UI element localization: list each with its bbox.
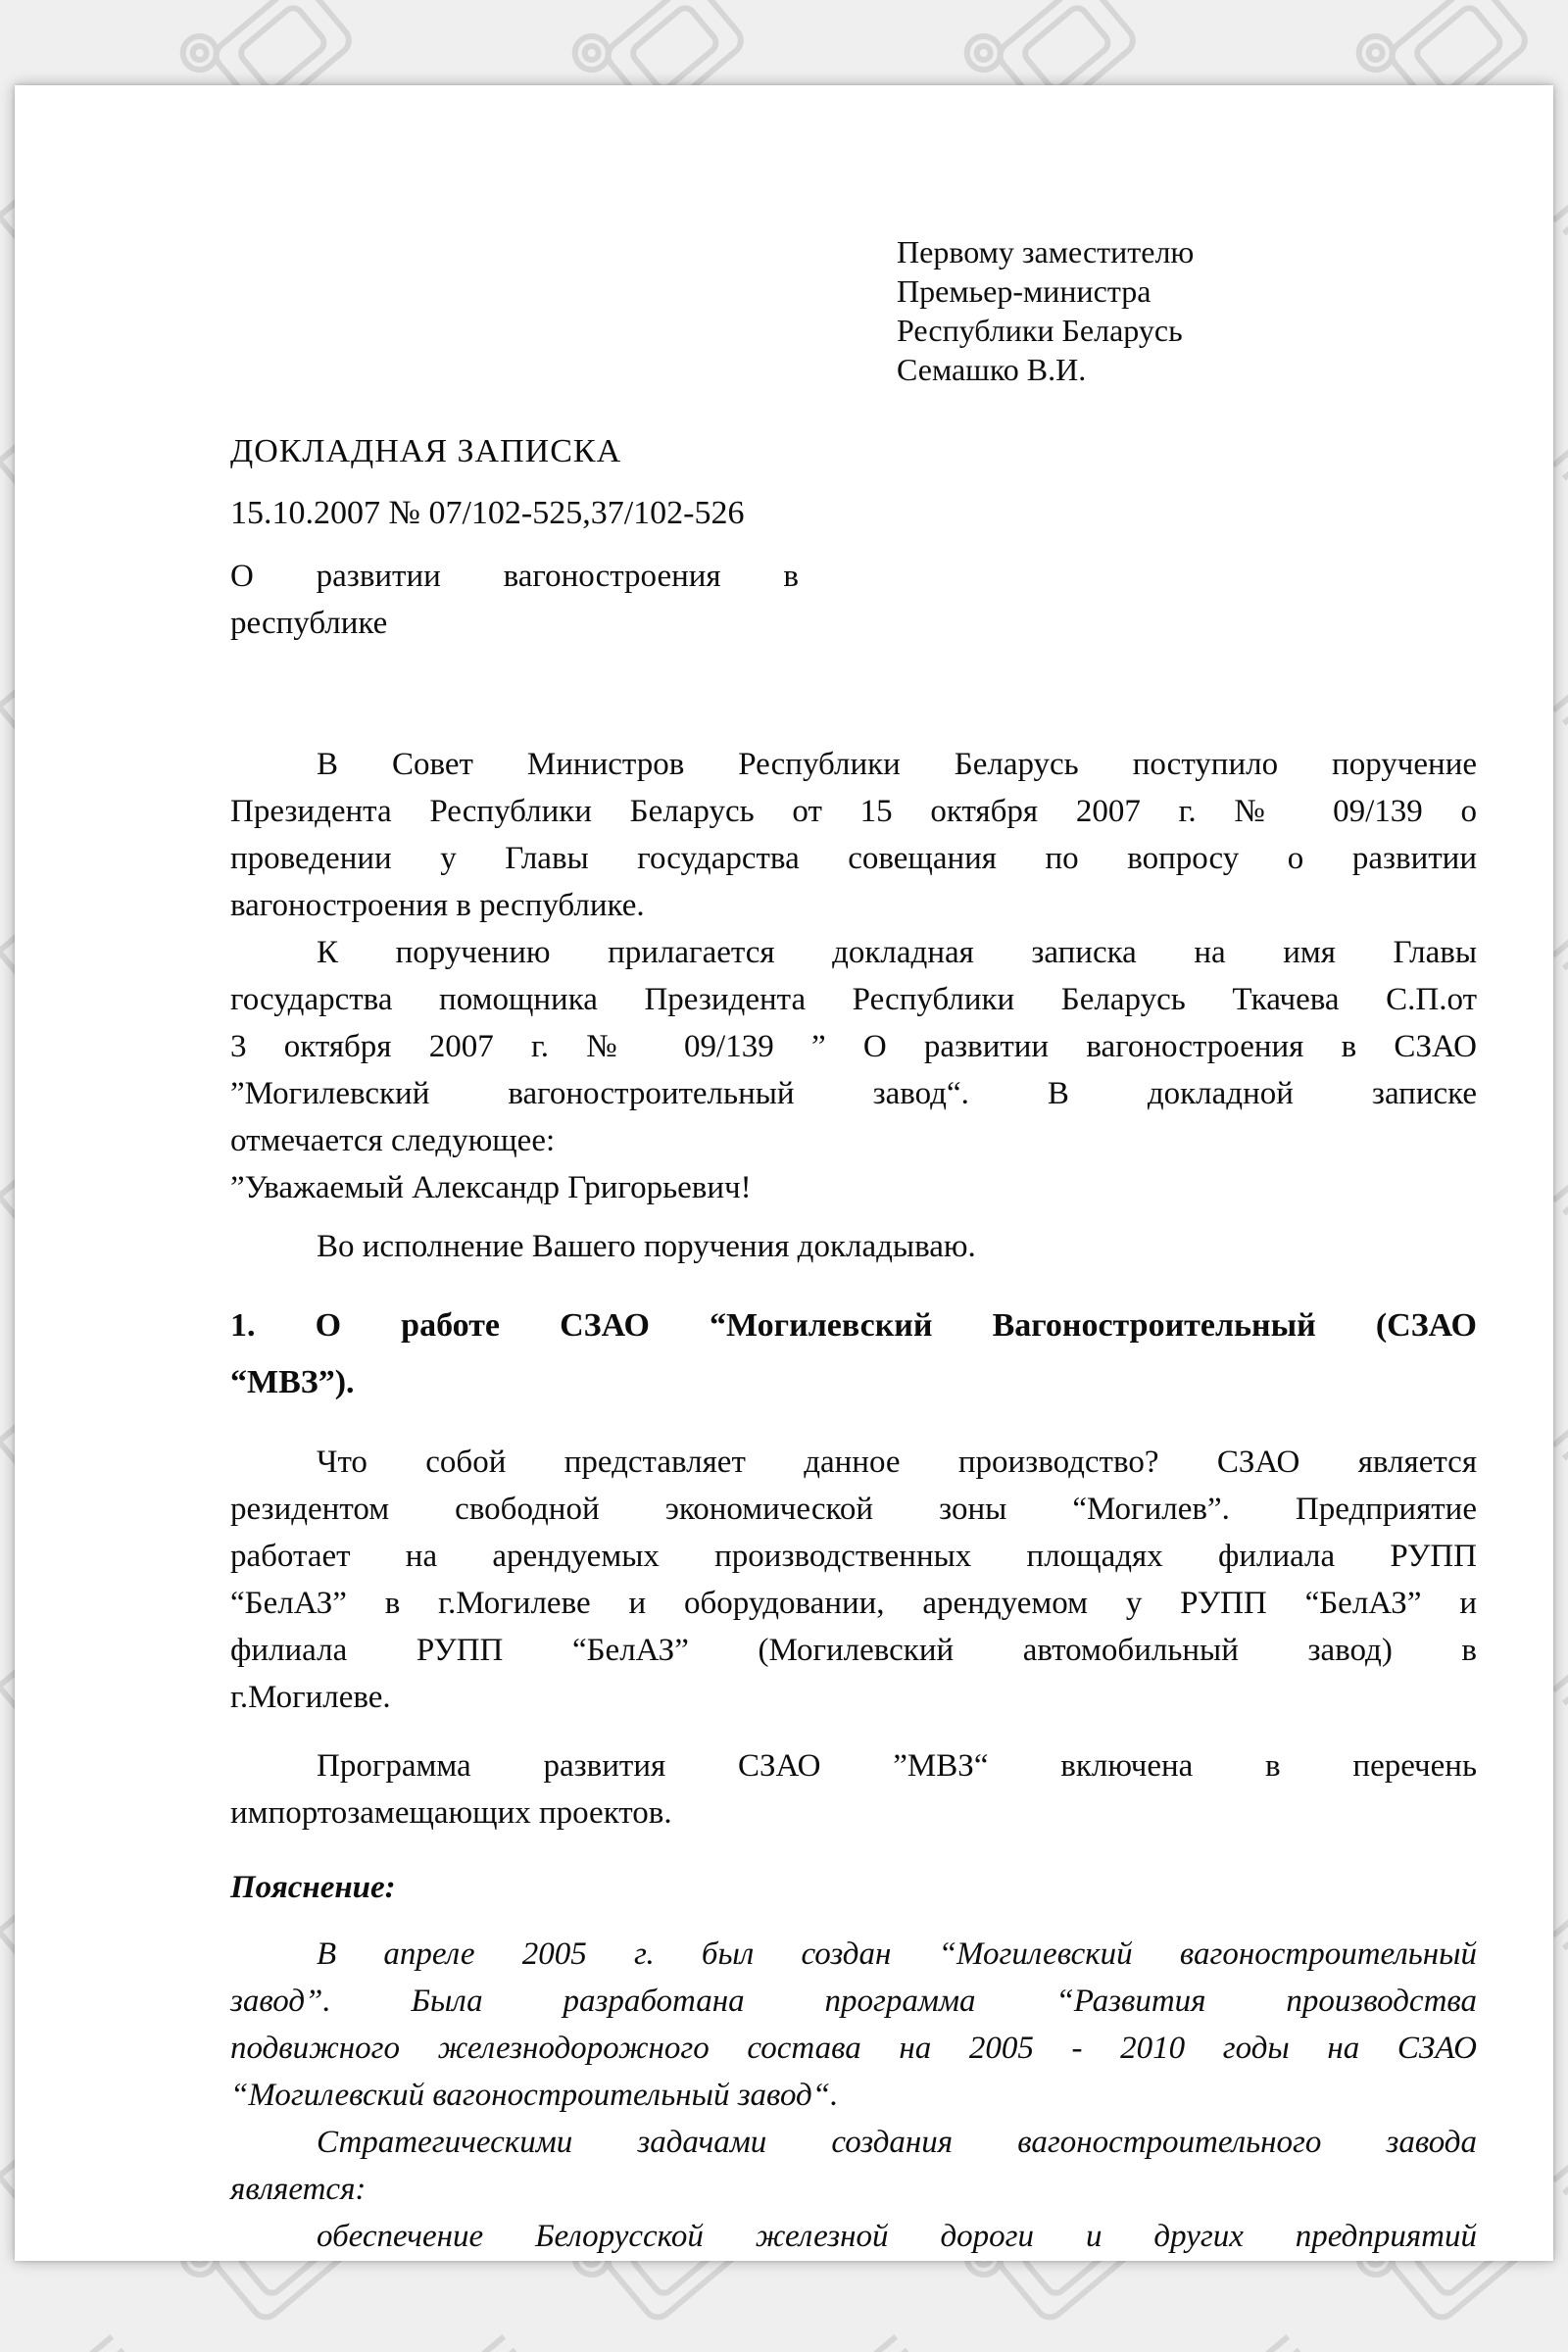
- intro-paragraph: [230, 741, 1477, 929]
- text-line: резидентом свободной экономической зоны “Могилев”. Предприятие: [230, 1492, 1477, 1527]
- text-line: подвижного железнодорожного состава на 2005 - 2010 годы на СЗАО: [230, 2031, 1477, 2066]
- text-line: В Совет Министров Республики Беларусь поступило поручение: [317, 747, 1477, 782]
- provision-paragraph: [230, 2213, 1477, 2260]
- section1-heading: [230, 1298, 1477, 1411]
- addressee-line: Семашко В.И.: [897, 352, 1087, 387]
- text-line: государства помощника Президента Республики Беларусь Ткачева С.П.от: [230, 982, 1477, 1017]
- heading-line: “МВЗ”).: [230, 1364, 355, 1400]
- work-paragraph: [230, 1439, 1477, 1721]
- text-line: отмечается следующее:: [230, 1123, 556, 1158]
- text-line: Президента Республики Беларусь от 15 октября 2007 г. № 09/139 о: [230, 794, 1477, 829]
- text-line: “БелАЗ” в г.Могилеве и оборудовании, арендуемом у РУПП “БелАЗ” и: [230, 1586, 1477, 1621]
- text-line: филиала РУПП “БелАЗ” (Могилевский автомобильный завод) в: [230, 1633, 1477, 1668]
- subject-line: республике: [230, 606, 388, 641]
- text-line: Во исполнение Вашего поручения докладываю.: [317, 1229, 976, 1264]
- subject-line: О развитии вагоностроения в: [230, 559, 799, 594]
- text-line: К поручению прилагается докладная записка на имя Главы: [317, 935, 1477, 970]
- text-line: работает на арендуемых производственных площадях филиала РУПП: [230, 1539, 1477, 1574]
- heading-line: 1. О работе СЗАО “Могилевский Вагоностроительный (СЗАО: [230, 1307, 1477, 1344]
- salutation-line: ”Уважаемый Александр Григорьевич!: [230, 1170, 752, 1205]
- strategic-paragraph: [230, 2119, 1477, 2213]
- document-title: ДОКЛАДНАЯ ЗАПИСКА: [230, 433, 622, 469]
- created-paragraph: [230, 1931, 1477, 2119]
- text-line: В апреле 2005 г. был создан “Могилевский вагоностроительный: [317, 1936, 1477, 1972]
- text-line: “Могилевский вагоностроительный завод“.: [230, 2078, 839, 2113]
- addressee-line: Республики Беларусь: [897, 313, 1183, 348]
- explanation-label-block: [230, 1864, 1477, 1911]
- text-line: 3 октября 2007 г. № 09/139 ” О развитии вагоностроения в СЗАО: [230, 1029, 1477, 1064]
- text-line: Что собой представляет данное производство? СЗАО является: [317, 1445, 1477, 1480]
- report-line-block: [230, 1223, 1477, 1270]
- subject-block: [230, 553, 799, 647]
- text-line: обеспечение Белорусской железной дороги и других предприятий: [317, 2219, 1477, 2254]
- text-line: является:: [230, 2172, 367, 2207]
- text-line: г.Могилеве.: [230, 1680, 391, 1715]
- addressee-line: Премьер-министра: [897, 273, 1152, 309]
- text-line: завод”. Была разработана программа “Развития производства: [230, 1984, 1477, 2019]
- text-line: Стратегическими задачами создания вагоностроительного завода: [317, 2125, 1477, 2160]
- text-line: вагоностроения в республике.: [230, 888, 645, 923]
- attachment-paragraph: [230, 929, 1477, 1211]
- text-line: импортозамещающих проектов.: [230, 1795, 672, 1831]
- addressee-line: Первому заместителю: [897, 234, 1195, 270]
- date-number-line: 15.10.2007 № 07/102-525,37/102-526: [230, 495, 745, 531]
- document-content: [15, 85, 1553, 2260]
- explanation-label: Пояснение:: [230, 1870, 396, 1905]
- text-line: ”Могилевский вагоностроительный завод“. В докладной записке: [230, 1076, 1477, 1111]
- program-paragraph: [230, 1742, 1477, 1837]
- text-line: проведении у Главы государства совещания по вопросу о развитии: [230, 841, 1477, 876]
- text-line: Программа развития СЗАО ”МВЗ“ включена в перечень: [317, 1748, 1477, 1784]
- addressee-block: [897, 232, 1477, 389]
- document-page: [15, 85, 1553, 2261]
